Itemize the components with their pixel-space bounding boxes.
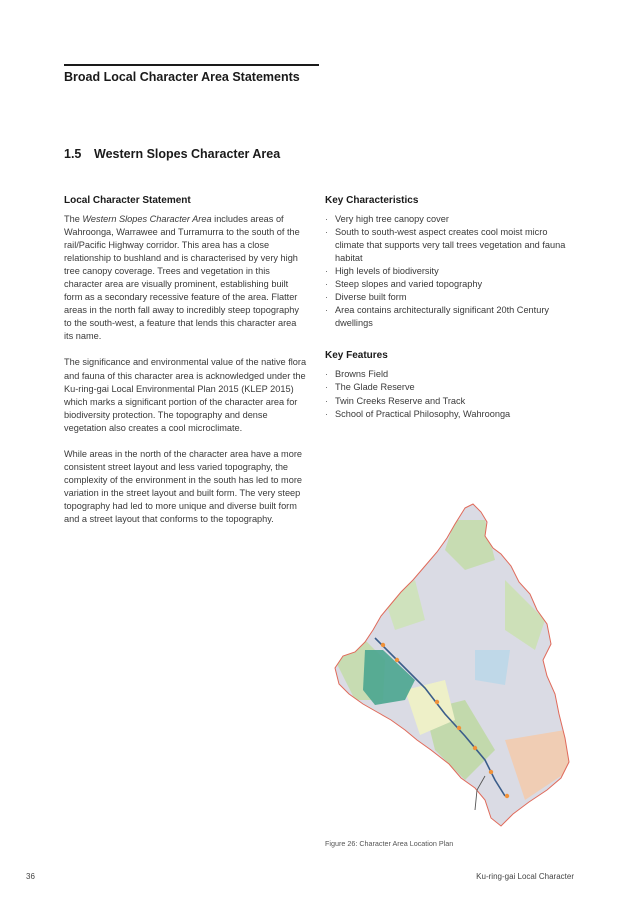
page-number: 36 xyxy=(26,872,35,881)
key-characteristics-heading: Key Characteristics xyxy=(325,195,419,206)
paragraph-prefix: The xyxy=(64,214,83,224)
key-lists xyxy=(325,195,575,441)
key-features-list xyxy=(325,368,575,420)
list-item: · High levels of biodiversity xyxy=(325,265,575,278)
list-item: · South to south-west aspect creates cool moist micro climate that supports very tall trees vegetation and fauna habitat xyxy=(325,226,575,265)
list-item: · Twin Creeks Reserve and Track xyxy=(325,395,575,408)
list-item: · Area contains architecturally significant 20th Century dwellings xyxy=(325,304,575,330)
key-features-heading: Key Features xyxy=(325,350,388,362)
document-title: Broad Local Character Area Statements xyxy=(64,70,300,84)
statement-paragraph-1 xyxy=(64,213,308,343)
footer-title: Ku-ring-gai Local Character xyxy=(476,872,574,881)
section-number: 1.5 xyxy=(64,147,82,161)
statement-paragraph-2: The significance and environmental value of the native flora and fauna of this character area is acknowledged under the Ku-ring-gai Local Environmental Plan 2015 (KLEP 2015) which marks a significant portion of the character area for biodiversity protection. The topography and dense vegetation also creates a cool microclimate. xyxy=(64,357,307,433)
list-item: · Browns Field xyxy=(325,368,575,381)
list-item: · The Glade Reserve xyxy=(325,381,575,394)
map-fill xyxy=(325,500,575,830)
list-item: · School of Practical Philosophy, Wahroonga xyxy=(325,408,575,421)
list-item: · Diverse built form xyxy=(325,291,575,304)
header-rule xyxy=(64,64,319,66)
list-item: · Steep slopes and varied topography xyxy=(325,278,575,291)
local-statement-heading: Local Character Statement xyxy=(64,195,191,206)
character-area-location-map xyxy=(325,500,575,830)
list-item: · Very high tree canopy cover xyxy=(325,213,575,226)
section-heading xyxy=(64,147,280,161)
statement-paragraph-3: While areas in the north of the character area have a more consistent street layout and less varied topography, the complexity of the environment in the south has led to more variation in the street layout and built form. The very steep topography had led to more unique and diverse built form and a street layout that conforms to the topography. xyxy=(64,448,302,524)
key-characteristics-list xyxy=(325,213,575,330)
local-character-statement xyxy=(64,195,308,539)
character-area-name: Western Slopes Character Area xyxy=(82,214,212,224)
paragraph-rest: includes areas of Wahroonga, Warrawee and Turramurra to the south of the rail/Pacific Highway corridor. This area has a close relationship to bushland and is characterised by very high tree canopy coverage. Trees and vegetation in this character area are visually prominent, establishing built form as a secondary recessive feature of the area. Flatter areas in the north fall away to incredibly steep topography to the south-west, a feature that lends this character area its name. xyxy=(64,214,300,342)
section-title: Western Slopes Character Area xyxy=(94,147,281,161)
figure-caption: Figure 26: Character Area Location Plan xyxy=(325,839,454,848)
